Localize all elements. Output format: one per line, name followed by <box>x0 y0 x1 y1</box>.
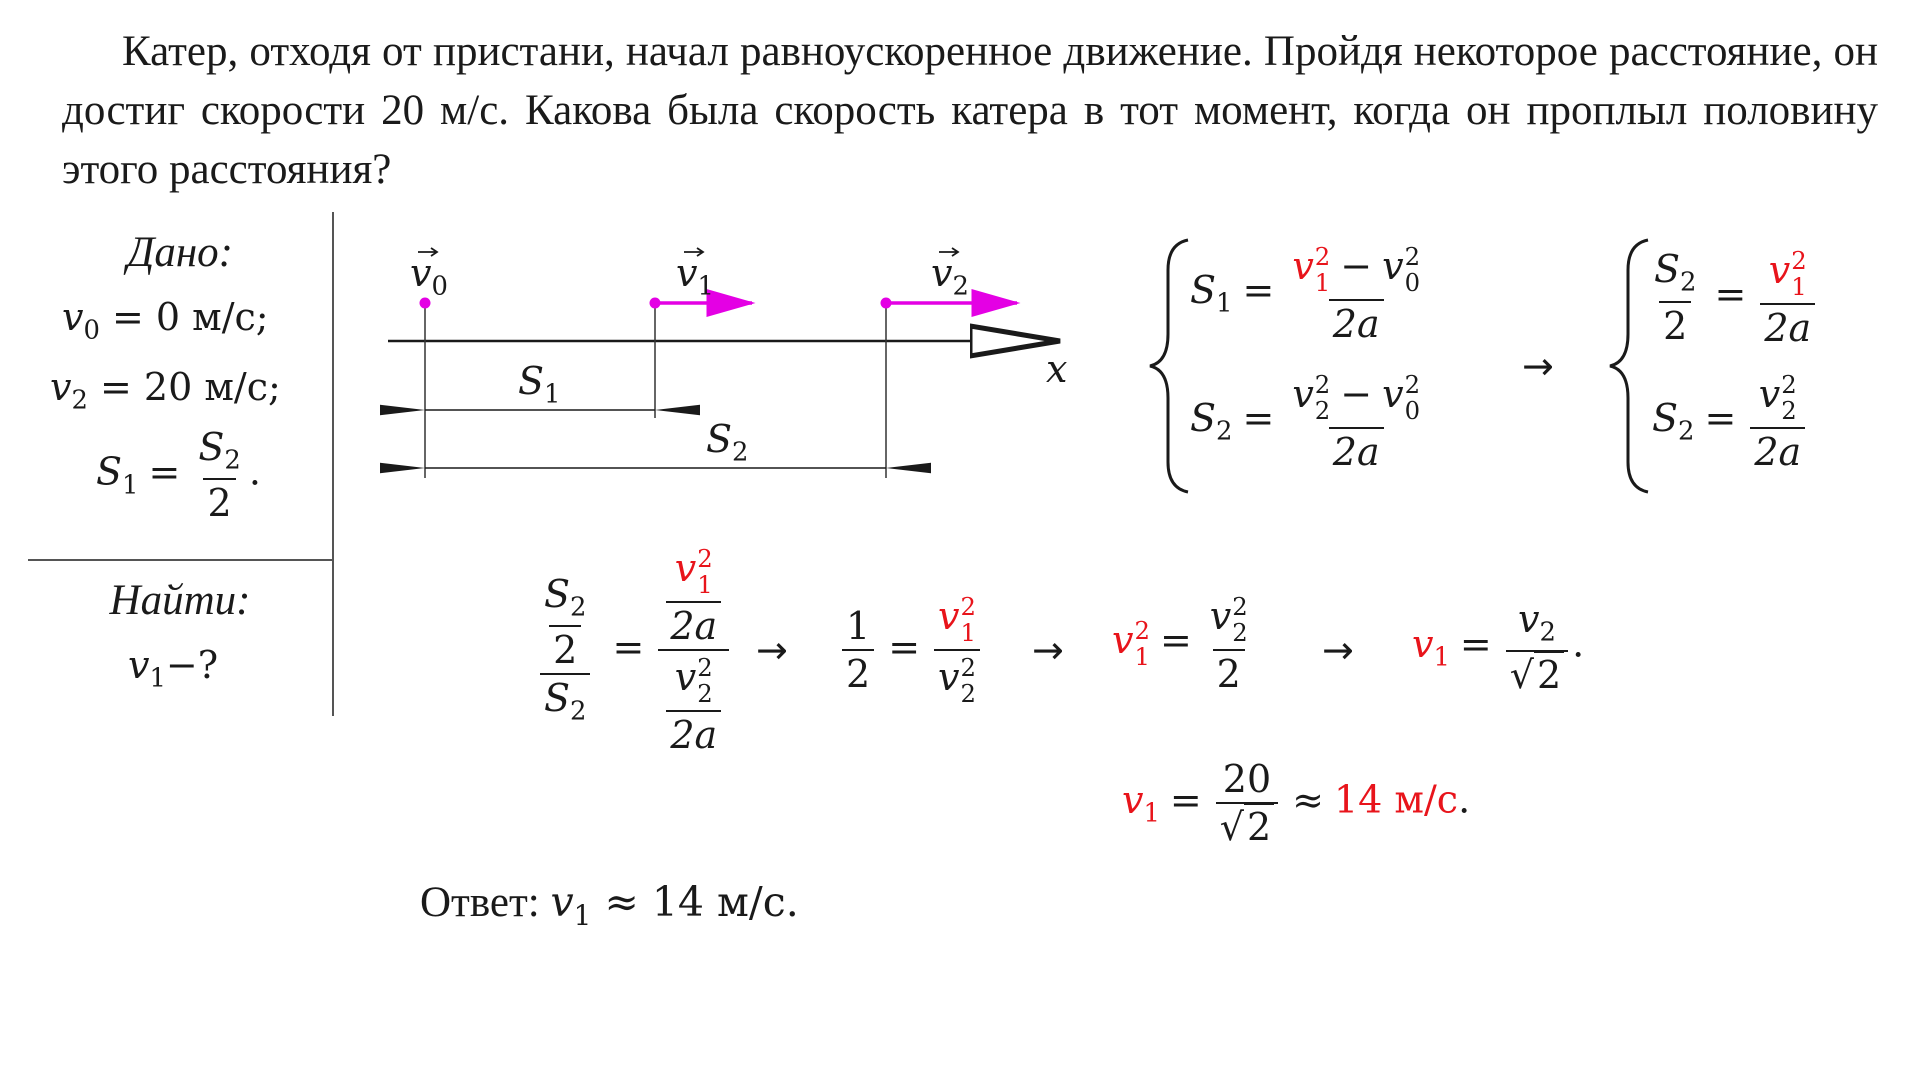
system1-row1: $S_1$ = v 2 1 − v 2 0 2a <box>1190 242 1421 347</box>
answer-label: Ответ: <box>420 879 540 926</box>
label-v1: $v_1$ <box>676 251 714 302</box>
arrow-chain-3: → <box>1322 628 1354 672</box>
given-v0: $v_0 = 0$ м/с; <box>62 295 269 346</box>
system2-row2: $S_2$ = v 2 2 2a <box>1652 372 1809 471</box>
find-heading: Найти: <box>109 577 251 624</box>
given-heading: Дано: <box>126 229 233 276</box>
system2-row1: $\frac{S_2}{2}$ = v 2 1 2a <box>1646 248 1819 347</box>
system1-brace <box>1150 240 1188 492</box>
numeric-result: $v_1$ = $\frac{20}{√2}$ ≈ 14 м/с. <box>1122 757 1471 849</box>
squared-equation: v 2 1 = v 2 2 2 <box>1112 592 1248 697</box>
label-s1: $S_1$ <box>518 359 561 410</box>
label-v2: $v_2$ <box>931 251 969 302</box>
problem-text: Катер, отходя от пристани, начал равноускоренное движение. Пройдя некоторое расстояние, он достиг скорости 20 м/с. Какова была скорость катера в тот момент, когда он проплыл половину этого расстояния? <box>62 28 1878 193</box>
ratio-equation: $\frac{1}{2}$ = v 2 1 v 2 2 <box>838 594 984 706</box>
answer-line: Ответ: $v_1 \approx 14$ м/с. <box>420 878 799 933</box>
arrow-chain-2: → <box>1032 628 1064 672</box>
arrow-systems: → <box>1522 344 1554 388</box>
label-s2: $S_2$ <box>706 417 749 468</box>
system1-row2: $S_2$ = v 2 2 − v 2 0 2a <box>1190 370 1421 475</box>
label-v0: $v_0$ <box>410 251 448 302</box>
v1-formula: $v_1$ = $\frac{v_2}{√2}$ . <box>1412 597 1585 698</box>
find-v1: $v_1-$? <box>128 643 219 694</box>
axis-label-x: x <box>1046 347 1068 391</box>
system2-brace <box>1610 240 1648 492</box>
given-v2: $v_2 = 20$ м/с; <box>50 365 281 416</box>
arrow-chain-1: → <box>756 628 788 672</box>
given-s1: $S_1$ = $\frac{S_2}{2}$ . <box>96 425 261 526</box>
complex-fraction-equation: $\frac{\frac{S_2}{2}}{S_2}$ = v 2 1 2a v 2 2 2a <box>528 546 733 754</box>
